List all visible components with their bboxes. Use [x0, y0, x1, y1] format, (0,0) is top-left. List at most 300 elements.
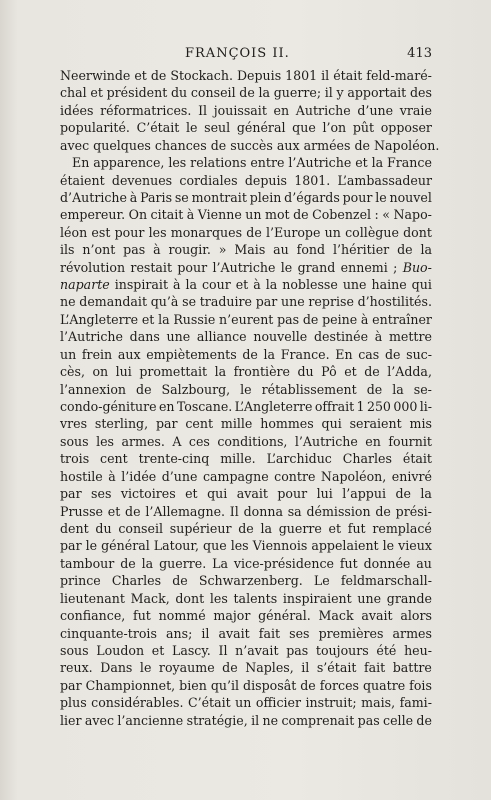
word: trois — [60, 451, 90, 467]
word: qui — [207, 486, 228, 502]
word: Neerwinde — [60, 68, 131, 83]
word: l’appui — [342, 486, 387, 502]
text-line — [60, 607, 432, 624]
word: mille — [220, 416, 253, 432]
word: de — [300, 677, 316, 693]
word: armes. — [121, 433, 165, 449]
word: en — [273, 102, 290, 118]
text-line — [60, 67, 432, 84]
word: de — [302, 311, 319, 327]
word: les — [209, 590, 228, 606]
word: A — [172, 433, 182, 449]
word: de — [397, 242, 413, 258]
word: se — [174, 189, 189, 205]
word: l’Autriche — [60, 329, 123, 345]
word: l’annexion — [60, 381, 127, 397]
body-text — [60, 67, 440, 729]
word: qui — [321, 416, 342, 432]
word: et — [328, 520, 342, 536]
word: une — [342, 277, 367, 293]
word: instruit; — [305, 695, 357, 711]
word: aux — [276, 137, 300, 153]
word: confiance, — [60, 608, 126, 624]
word: nouvel — [389, 189, 432, 205]
word: l’héritier — [332, 242, 390, 258]
word: battre — [392, 660, 432, 676]
word: conseil — [118, 520, 164, 536]
word: comprenait — [281, 712, 355, 728]
word: général. — [258, 608, 311, 624]
word: du — [171, 85, 188, 101]
word: qu’il — [210, 677, 240, 693]
word: l’Adda, — [387, 364, 432, 380]
word: En — [72, 155, 90, 171]
word: armées — [303, 137, 351, 153]
word: major — [213, 608, 251, 624]
word: de — [125, 503, 141, 519]
word: la — [258, 85, 271, 101]
word: peine — [322, 311, 358, 327]
text-line — [60, 259, 432, 276]
word: le — [382, 538, 395, 554]
word: n’ont — [82, 242, 116, 258]
word: ; — [393, 259, 398, 275]
word: il — [321, 68, 330, 83]
word: les — [168, 155, 187, 171]
word: pour — [177, 259, 208, 275]
word: la — [392, 381, 404, 397]
word: conditions, — [217, 433, 288, 449]
word: forces — [319, 677, 359, 693]
word: Russie — [173, 311, 216, 327]
text-line — [60, 189, 432, 206]
word: à — [360, 311, 369, 327]
word: frontière — [233, 364, 290, 380]
word: Loudon — [96, 642, 145, 658]
word: cas — [358, 346, 380, 362]
word: sa — [287, 503, 302, 519]
word: collègue — [345, 224, 399, 240]
word: de — [384, 346, 401, 362]
word: et — [134, 68, 147, 83]
word: d’égards — [284, 189, 340, 205]
word: trente-cinq — [138, 451, 210, 467]
word: un — [60, 346, 77, 362]
word: chances — [154, 137, 207, 153]
word: le — [280, 259, 293, 275]
word: considérables. — [91, 695, 184, 711]
word: de — [136, 381, 152, 397]
word: la — [141, 555, 154, 571]
word: quatre — [362, 677, 406, 693]
word: mille. — [220, 451, 256, 467]
text-line — [60, 485, 432, 502]
word: vres — [60, 416, 88, 432]
text-line — [60, 206, 432, 223]
word: idées — [60, 102, 94, 118]
word: de — [242, 346, 258, 362]
word: ennemi — [340, 259, 388, 275]
word: le — [240, 381, 252, 397]
word: noblesse — [282, 277, 338, 293]
word: à — [108, 468, 116, 484]
text-line — [60, 381, 432, 398]
word: sterling, — [94, 416, 149, 432]
word: vraie — [399, 102, 432, 118]
word: fut — [133, 608, 151, 624]
word: ne — [262, 712, 279, 728]
word: cent — [185, 416, 214, 432]
word: remplacé — [372, 520, 432, 536]
text-line — [60, 468, 432, 485]
word: haine — [371, 277, 407, 293]
word: armes — [392, 625, 432, 641]
word: Lascy. — [171, 642, 211, 658]
word: grande — [386, 590, 432, 606]
word: Il — [198, 102, 208, 118]
text-line — [60, 84, 432, 101]
word: avait — [361, 608, 393, 624]
word: à — [374, 329, 383, 345]
word: apparence, — [93, 155, 165, 171]
word: guerre; — [273, 85, 322, 101]
word: inspirait — [114, 277, 169, 293]
word: et — [90, 85, 103, 101]
word: l’ancienne — [117, 712, 184, 728]
word: avait — [218, 625, 250, 641]
word: Toscane. — [176, 399, 233, 415]
word: à — [253, 277, 261, 293]
word: France — [387, 155, 432, 171]
word: plus — [60, 695, 87, 711]
word: inspiraient — [282, 590, 352, 606]
word: La — [212, 555, 228, 571]
word: par — [60, 538, 82, 554]
word: alliance — [196, 329, 247, 345]
word: mais, — [361, 695, 396, 711]
word: cent — [100, 451, 128, 467]
word: et — [355, 155, 368, 171]
word: l’on — [322, 120, 347, 136]
word: ces — [188, 433, 210, 449]
word: de — [120, 555, 136, 571]
word: rétablissement — [261, 381, 357, 397]
word: y — [336, 85, 344, 101]
text-line — [60, 346, 432, 363]
word: nommé — [158, 608, 206, 624]
word: Prusse — [60, 503, 103, 519]
word: heu- — [404, 642, 432, 658]
word: frein — [81, 346, 113, 362]
word: prince — [60, 573, 101, 589]
word: la — [260, 520, 272, 536]
word: une — [357, 590, 382, 606]
text-line — [60, 119, 432, 136]
word: Dans — [100, 660, 133, 676]
word: L’archiduc — [266, 451, 332, 467]
word: au — [273, 242, 289, 258]
word: lier — [60, 712, 82, 728]
word: démission — [306, 503, 371, 519]
word: et — [141, 311, 155, 327]
text-line — [60, 102, 432, 119]
word: feld-maré- — [366, 68, 432, 83]
word: celle — [383, 712, 414, 728]
word: 1 — [356, 399, 365, 415]
word: campagne — [202, 468, 269, 484]
text-line — [60, 137, 440, 154]
word: 1801. — [294, 172, 331, 188]
word: de — [172, 573, 188, 589]
word: traduire — [199, 294, 253, 310]
word: Mack — [318, 608, 354, 624]
word: Il — [229, 503, 239, 519]
word: d’Autriche — [60, 189, 127, 205]
word: il — [324, 85, 333, 101]
word: bien — [179, 677, 207, 693]
text-line — [60, 625, 432, 642]
text-line — [60, 276, 432, 293]
word: 000 — [393, 399, 418, 415]
word: sous — [60, 642, 89, 658]
text-line — [60, 712, 432, 729]
word: supérieur — [169, 520, 232, 536]
word: guerre — [278, 520, 322, 536]
running-title: FRANÇOIS II. — [185, 46, 290, 61]
word: les — [148, 224, 167, 240]
word: s’était — [316, 660, 357, 676]
word: de — [210, 137, 227, 153]
text-line — [60, 659, 432, 676]
word: est — [91, 224, 111, 240]
word: l’Autriche — [288, 155, 352, 171]
word: se — [182, 294, 197, 310]
word: qui — [411, 277, 432, 293]
word: donna — [243, 503, 283, 519]
word: un — [235, 695, 252, 711]
word: la — [185, 277, 198, 293]
word: hommes — [260, 416, 314, 432]
word: de — [293, 207, 309, 223]
word: il — [301, 660, 310, 676]
text-line — [60, 450, 432, 467]
word: mot — [265, 207, 290, 223]
word: pas — [123, 242, 146, 258]
page-header — [60, 46, 432, 62]
word: Naples, — [245, 660, 294, 676]
word: par — [60, 677, 82, 693]
word: montrait — [191, 189, 247, 205]
word: Autriche — [295, 102, 351, 118]
word: il — [201, 625, 210, 641]
word: de — [222, 660, 238, 676]
word: mettre — [388, 329, 432, 345]
word: de — [239, 85, 255, 101]
word: guerre. — [159, 555, 207, 571]
word: fait — [258, 625, 281, 641]
word: toujours — [315, 642, 369, 658]
word: une — [166, 329, 191, 345]
word: que — [203, 538, 227, 554]
word: n’avait — [235, 642, 279, 658]
word: Mack, — [130, 590, 170, 606]
word: n’eurent — [219, 311, 274, 327]
word: L’ambassadeur — [337, 172, 432, 188]
word: à — [153, 242, 161, 258]
word: appelaient — [311, 538, 379, 554]
word: pour — [277, 486, 308, 502]
word: avec — [84, 712, 115, 728]
word: fond — [296, 242, 326, 258]
text-line — [60, 503, 432, 520]
word: dans — [129, 329, 160, 345]
word: entraîner — [372, 311, 432, 327]
word: ils — [60, 242, 75, 258]
word: grand — [297, 259, 336, 275]
word: Charles — [342, 451, 392, 467]
word: nouvelle — [253, 329, 308, 345]
word: Buo- — [402, 259, 432, 275]
word: C’était — [136, 120, 180, 136]
word: par — [60, 486, 82, 502]
word: mis — [409, 416, 432, 432]
word: pour — [342, 189, 373, 205]
word: ses — [91, 486, 112, 502]
text-line — [60, 328, 432, 345]
word: Charles — [111, 573, 162, 589]
word: révolution — [60, 259, 126, 275]
word: avec — [60, 137, 90, 153]
word: de — [366, 381, 383, 397]
word: en — [365, 433, 381, 449]
word: fami- — [399, 695, 432, 711]
word: Schwarzenberg. — [198, 573, 303, 589]
word: aux — [117, 346, 141, 362]
word: et — [185, 486, 198, 502]
word: cinquante-trois — [60, 625, 157, 641]
word: un — [245, 207, 262, 223]
word: L’Angleterre — [60, 311, 139, 327]
word: à — [186, 207, 195, 223]
word: de — [238, 520, 254, 536]
word: Le — [313, 573, 330, 589]
text-line — [60, 172, 432, 189]
word: de — [395, 486, 411, 502]
word: étaient — [60, 172, 105, 188]
word: et — [107, 503, 121, 519]
text-line — [60, 677, 432, 694]
word: l’Europe — [266, 224, 321, 240]
word: pût — [352, 120, 375, 136]
word: de — [375, 503, 391, 519]
word: seul — [204, 120, 231, 136]
word: vice-présidence — [233, 555, 334, 571]
word: de — [246, 224, 262, 240]
word: du — [95, 520, 112, 536]
word: que — [292, 120, 316, 136]
word: se- — [413, 381, 432, 397]
text-line — [60, 293, 432, 310]
word: les — [230, 538, 249, 554]
word: talents — [233, 590, 278, 606]
word: quelques — [93, 137, 151, 153]
word: l’Autriche — [212, 259, 276, 275]
word: président — [106, 85, 168, 101]
word: par — [255, 294, 278, 310]
text-line — [60, 415, 432, 432]
word: ans; — [165, 625, 193, 641]
word: de — [364, 364, 380, 380]
word: empiètements — [146, 346, 237, 362]
word: la — [265, 277, 278, 293]
word: était — [402, 451, 432, 467]
word: reprise — [308, 294, 354, 310]
word: de — [416, 712, 432, 728]
word: réformatrices. — [100, 102, 192, 118]
word: l’Autriche — [294, 433, 358, 449]
word: Napo- — [393, 207, 432, 223]
word: Mais — [234, 242, 266, 258]
word: entre — [250, 155, 285, 171]
word: » — [218, 242, 227, 258]
word: à — [172, 277, 181, 293]
word: l’Allemagne. — [145, 503, 226, 519]
word: succès — [230, 137, 273, 153]
word: restait — [130, 259, 173, 275]
word: et — [235, 277, 249, 293]
word: En — [335, 346, 353, 362]
word: d’hostilités. — [357, 294, 432, 310]
text-line — [60, 241, 432, 258]
word: popularité. — [60, 120, 130, 136]
word: Championnet, — [85, 677, 176, 693]
word: la — [371, 155, 384, 171]
word: le — [375, 189, 387, 205]
word: Stockach. — [170, 68, 233, 83]
word: depuis — [244, 172, 288, 188]
word: opposer — [380, 120, 432, 136]
word: Pô — [321, 364, 337, 380]
word: suc- — [406, 346, 432, 362]
word: vieux — [398, 538, 432, 554]
word: la — [214, 364, 227, 380]
word: lui — [316, 486, 333, 502]
word: du — [297, 364, 314, 380]
word: disposât — [243, 677, 297, 693]
word: général — [101, 538, 150, 554]
word: 1801 — [285, 68, 318, 83]
word: enivré — [391, 468, 432, 484]
word: et — [151, 642, 165, 658]
word: Vienne — [197, 207, 242, 223]
word: Salzbourg, — [161, 381, 231, 397]
word: ne — [60, 294, 76, 310]
word: cour — [201, 277, 231, 293]
word: avait — [236, 486, 268, 502]
word: au — [416, 555, 432, 571]
word: alors — [400, 608, 432, 624]
word: le — [185, 120, 198, 136]
word: pour — [114, 224, 145, 240]
word: le — [139, 660, 152, 676]
word: cès, — [60, 364, 85, 380]
word: et — [344, 364, 357, 380]
word: promettait — [139, 364, 208, 380]
word: l’idée — [121, 468, 157, 484]
word: Paris — [140, 189, 173, 205]
text-line — [60, 224, 432, 241]
text-line — [60, 520, 432, 537]
